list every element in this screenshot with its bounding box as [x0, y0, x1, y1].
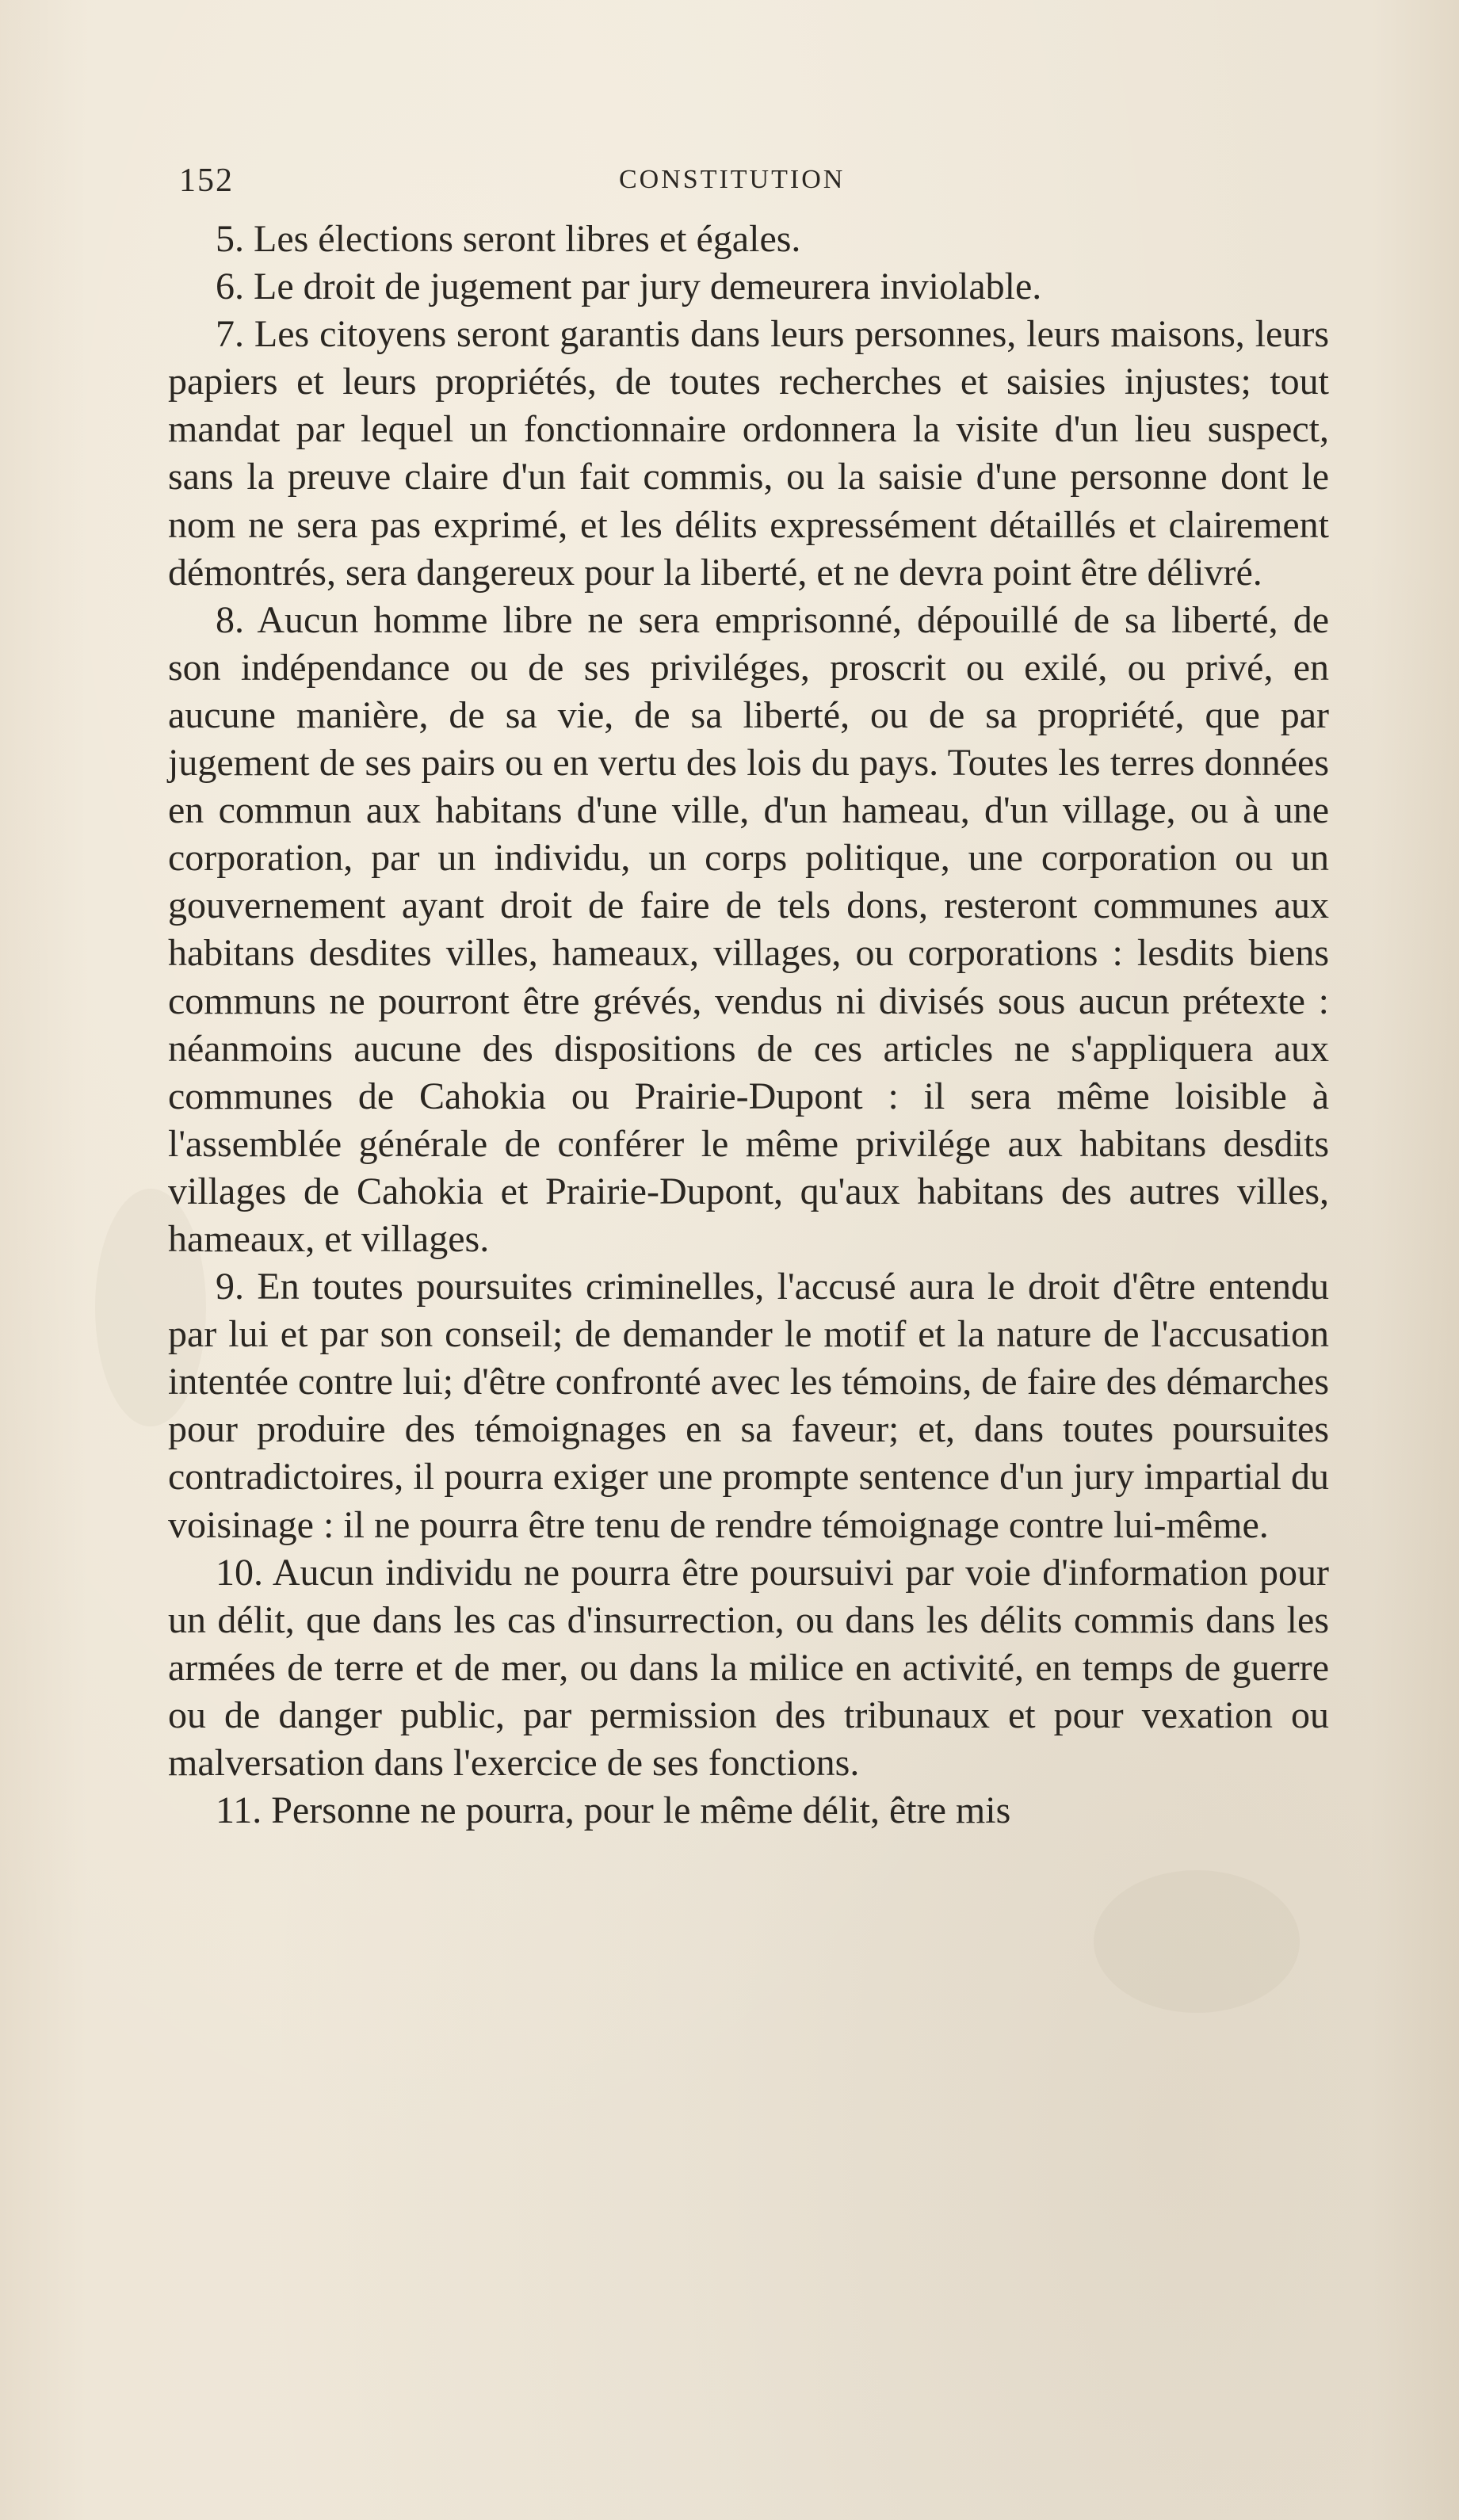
article-paragraph: 11. Personne ne pourra, pour le même délit, être mis [216, 1789, 1011, 1832]
article-paragraph: 6. Le droit de jugement par jury demeurera inviolable. [216, 265, 1042, 308]
body-text [168, 216, 1329, 1835]
article-paragraph: 8. Aucun homme libre ne sera emprisonné, dépouillé de sa liberté, de son indépendance ou de ses priviléges, proscrit ou exilé, ou privé, en aucune manière, de sa vie, de sa liberté, ou de sa propriété, que par jugement de ses pairs ou en vertu des lois du pays. Toutes les terres données en commun aux habitans d'une ville, d'un hameau, d'un village, ou à une corporation, par un individu, un corps politique, une corporation ou un gouvernement ayant droit de faire de tels dons, resteront communes aux habitans desdites villes, hameaux, villages, ou corporations : lesdits biens communs ne pourront être grévés, vendus ni divisés sous aucun prétexte : néanmoins aucune des dispositions de ces articles ne s'appliquera aux communes de Cahokia ou Prairie-Dupont : il sera même loisible à l'assemblée générale de conférer le même privilége aux habitans desdits villages de Cahokia et Prairie-Dupont, qu'aux habitans des autres villes, hameaux, et villages. [168, 598, 1329, 1260]
article-paragraph: 7. Les citoyens seront garantis dans leurs personnes, leurs maisons, leurs papiers et leurs propriétés, de toutes recherches et saisies injustes; tout mandat par lequel un fonctionnaire ordonnera la visite d'un lieu suspect, sans la preuve claire d'un fait commis, ou la saisie d'une personne dont le nom ne sera pas exprimé, et les délits expressément détaillés et clairement démontrés, sera dangereux pour la liberté, et ne devra point être délivré. [168, 313, 1329, 594]
running-head: CONSTITUTION [619, 165, 846, 194]
article-paragraph: 9. En toutes poursuites criminelles, l'accusé aura le droit d'être entendu par lui et par son conseil; de demander le motif et la nature de l'accusation intentée contre lui; d'être confronté avec les témoins, de faire des démarches pour produire des témoignages en sa faveur; et, dans toutes poursuites contradictoires, il pourra exiger une prompte sentence d'un jury impartial du voisinage : il ne pourra être tenu de rendre témoignage contre lui-même. [168, 1266, 1329, 1546]
paper-stain [1094, 1870, 1300, 2013]
article-paragraph: 5. Les élections seront libres et égales. [216, 218, 801, 260]
page-header [179, 162, 1328, 209]
page-number: 152 [179, 162, 234, 199]
article-paragraph: 10. Aucun individu ne pourra être poursuivi par voie d'information pour un délit, que dans les cas d'insurrection, ou dans les délits commis dans les armées de terre et de mer, ou dans la milice en activité, en temps de guerre ou de danger public, par permission des tribunaux et pour vexation ou malversation dans l'exercice de ses fonctions. [168, 1551, 1329, 1784]
